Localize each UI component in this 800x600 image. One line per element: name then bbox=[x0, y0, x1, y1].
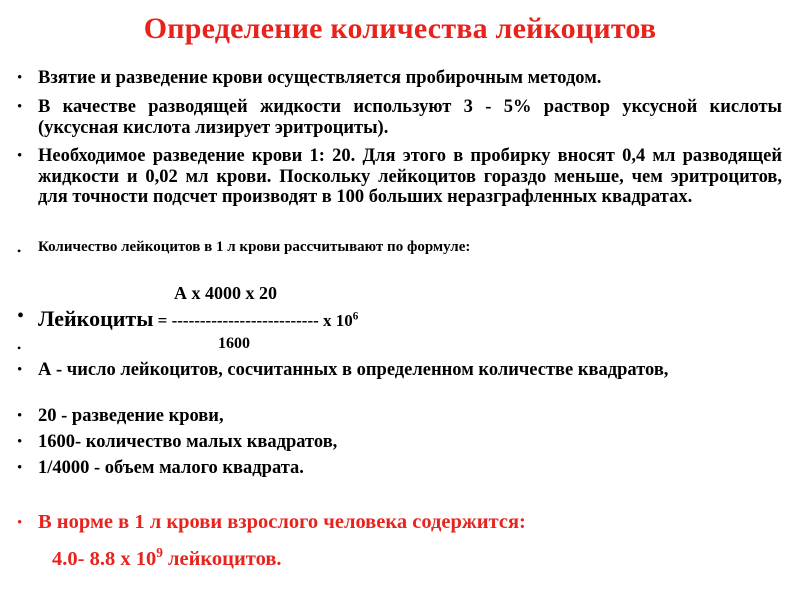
norm-value: 4.0- 8.8 х 10 bbox=[52, 547, 157, 570]
norm-statement: В норме в 1 л крови взрослого человека содержится: bbox=[38, 511, 526, 533]
formula-multiplier: х 10 bbox=[318, 311, 353, 330]
paragraph-sampling: Взятие и разведение крови осуществляется пробирочным методом. bbox=[38, 68, 602, 88]
paragraph-diluting-fluid: В качестве разводящей жидкости используют 3 - 5% раствор уксусной кислоты (уксусная кислота лизирует эритроциты). bbox=[38, 97, 782, 138]
formula-equals: = bbox=[153, 311, 172, 330]
legend-dilution: 20 - разведение крови, bbox=[38, 406, 224, 426]
bullet-icon: • bbox=[17, 460, 23, 476]
slide-title: Определение количества лейкоцитов bbox=[143, 12, 657, 45]
bullet-icon: • bbox=[17, 305, 25, 327]
formula-exponent: 6 bbox=[352, 310, 359, 323]
legend-square-volume: 1/4000 - объем малого квадрата. bbox=[38, 458, 304, 478]
bullet-icon: • bbox=[17, 99, 23, 115]
formula-numerator: А х 4000 х 20 bbox=[174, 283, 277, 303]
paragraph-formula-intro: Количество лейкоцитов в 1 л крови рассчитывают по формуле: bbox=[38, 239, 471, 255]
norm-exponent: 9 bbox=[156, 545, 163, 560]
paragraph-dilution: Необходимое разведение крови 1: 20. Для этого в пробирку вносят 0,4 мл разводящей жидкости и 0,02 мл крови. Поскольку лейкоцитов гораздо меньше, чем эритроцитов, для точности подсчет производят в 100 больших неразграфленных квадратах. bbox=[38, 146, 782, 207]
legend-a: А - число лейкоцитов, сосчитанных в определенном количестве квадратов, bbox=[38, 360, 669, 380]
bullet-icon: • bbox=[17, 148, 23, 164]
bullet-icon: • bbox=[17, 362, 23, 378]
legend-small-squares: 1600- количество малых квадратов, bbox=[38, 432, 338, 452]
bullet-icon: • bbox=[17, 408, 23, 424]
norm-value-line bbox=[52, 545, 282, 571]
formula-label: Лейкоциты bbox=[38, 306, 154, 331]
bullet-icon: • bbox=[17, 515, 23, 531]
formula-fraction-bar: -------------------------- bbox=[171, 311, 319, 330]
formula-main-line bbox=[38, 306, 358, 332]
formula-denominator: 1600 bbox=[218, 335, 250, 352]
bullet-icon: • bbox=[17, 70, 23, 86]
norm-unit: лейкоцитов. bbox=[162, 547, 282, 570]
bullet-icon: • bbox=[17, 434, 23, 450]
bullet-icon: • bbox=[17, 341, 22, 355]
bullet-icon: • bbox=[17, 244, 22, 258]
